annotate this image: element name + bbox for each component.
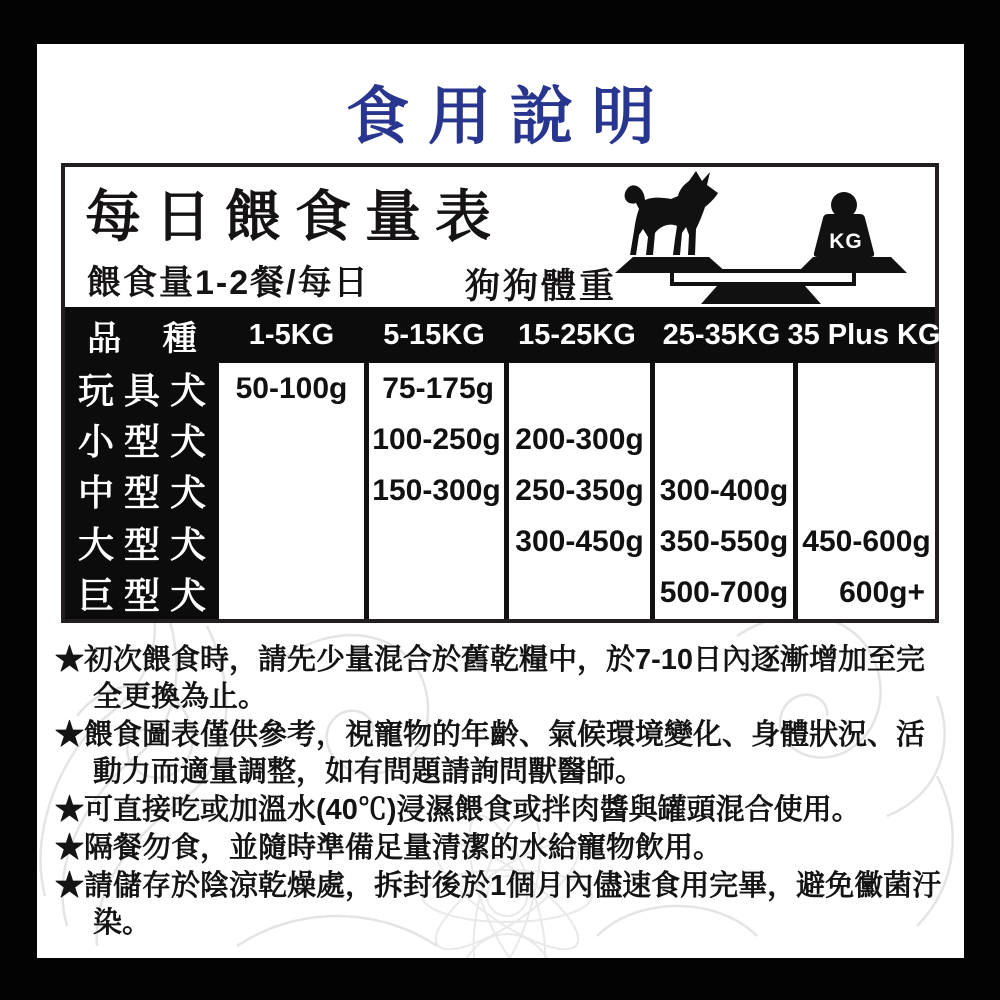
value-cell: 150-300g	[364, 465, 504, 516]
value-cell: 350-550g	[650, 517, 793, 568]
label-content-area	[37, 44, 964, 958]
dog-icon	[625, 171, 718, 255]
breed-cell: 小型犬	[65, 414, 219, 465]
page-title: 食用說明	[346, 82, 674, 152]
value-cell	[364, 568, 504, 619]
table-body	[65, 363, 935, 619]
value-cell: 100-250g	[364, 414, 504, 465]
value-cell: 200-300g	[504, 414, 650, 465]
breed-cell: 大型犬	[65, 517, 219, 568]
note-line: ★餵食圖表僅供參考，視寵物的年齡、氣候環境變化、身體狀況、活動力而適量調整，如有問題請詢問獸醫師。	[55, 719, 926, 788]
breed-cell: 玩具犬	[65, 363, 219, 414]
value-cell	[504, 568, 650, 619]
meals-per-day-label: 餵食量1-2餐/每日	[87, 264, 370, 302]
value-cell	[219, 568, 364, 619]
breed-cell: 中型犬	[65, 465, 219, 516]
scale-pedestal	[701, 286, 821, 304]
scale-icon	[615, 169, 935, 305]
column-header-breed: 品 種	[87, 319, 213, 358]
table-header-row	[65, 307, 941, 363]
value-cell	[219, 414, 364, 465]
note-line: ★請儲存於陰涼乾燥處，拆封後於1個月內儘速食用完畢，避免黴菌汙染。	[55, 870, 942, 939]
note-line: ★可直接吃或加溫水(40℃)浸濕餵食或拌肉醬與罐頭混合使用。	[55, 794, 861, 826]
value-cell: 75-175g	[364, 363, 504, 414]
kg-weight-icon	[814, 192, 874, 257]
scale-left-platform	[615, 257, 727, 273]
feeding-table-header-area	[65, 167, 935, 307]
value-cell: 250-350g	[504, 465, 650, 516]
value-cell	[793, 363, 935, 414]
value-cell: 50-100g	[219, 363, 364, 414]
value-cell: 300-400g	[650, 465, 793, 516]
value-cell	[504, 363, 650, 414]
value-cell: 600g+	[793, 568, 935, 619]
value-cell	[650, 363, 793, 414]
kg-badge-text: KG	[829, 230, 863, 253]
value-cell	[650, 414, 793, 465]
column-header-5-15kg: 5-15KG	[383, 318, 485, 351]
value-cell: 500-700g	[650, 568, 793, 619]
value-cell: 450-600g	[793, 517, 935, 568]
column-header-25-35kg: 25-35KG	[662, 318, 781, 351]
breed-cell: 巨型犬	[65, 568, 219, 619]
value-cell	[793, 414, 935, 465]
column-header-1-5kg: 1-5KG	[248, 318, 335, 351]
value-cell	[219, 465, 364, 516]
value-cell	[793, 465, 935, 516]
dog-weight-label: 狗狗體重	[465, 267, 618, 306]
value-cell	[364, 517, 504, 568]
note-line: ★初次餵食時，請先少量混合於舊乾糧中，於7-10日內逐漸增加至完全更換為止。	[55, 644, 926, 713]
note-line: ★隔餐勿食，並隨時準備足量清潔的水給寵物飲用。	[55, 832, 723, 864]
usage-notes	[55, 642, 949, 943]
value-cell	[219, 517, 364, 568]
feeding-table-panel	[61, 163, 939, 623]
feeding-table-title: 每日餵食量表	[85, 187, 505, 249]
column-header-35plus-kg: 35 Plus KG	[787, 318, 941, 351]
value-cell: 300-450g	[504, 517, 650, 568]
scale-right-platform	[797, 257, 907, 273]
column-header-15-25kg: 15-25KG	[518, 318, 636, 351]
